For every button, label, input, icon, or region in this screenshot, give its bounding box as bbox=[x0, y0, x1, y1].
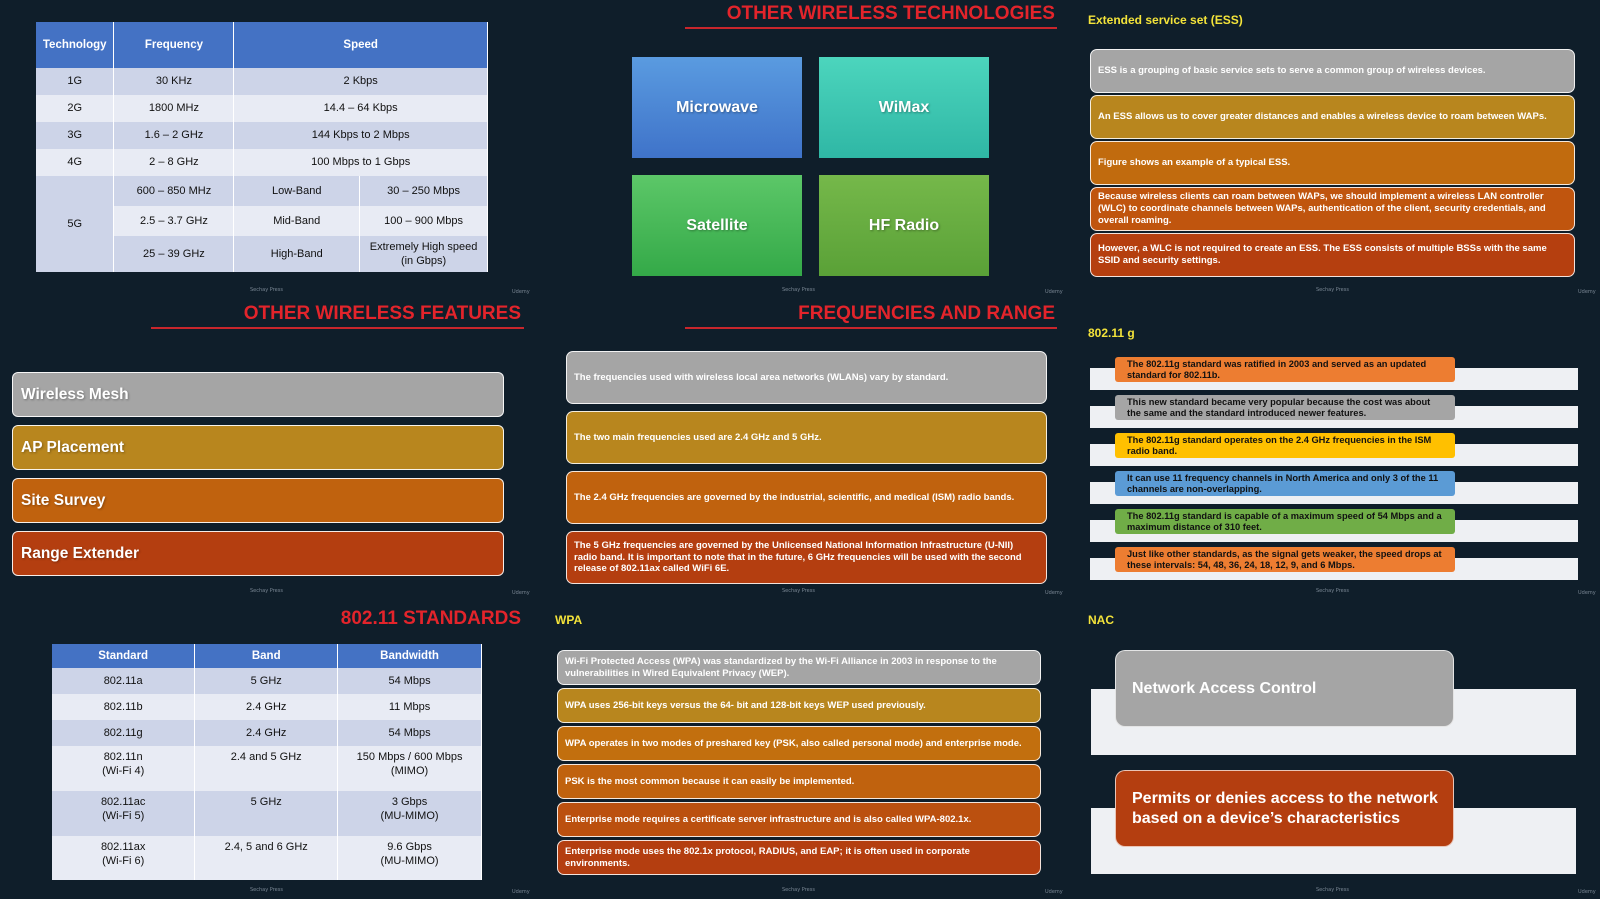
standards-table-panel bbox=[52, 644, 482, 880]
speed-cell: 2 Kbps bbox=[234, 68, 488, 95]
heading-underline bbox=[685, 27, 1057, 29]
ess-item-2: An ESS allows us to cover greater distances and enables a wireless device to roam between WAPs. bbox=[1090, 95, 1575, 139]
nac-heading-box: Network Access Control bbox=[1115, 650, 1454, 727]
freq-item-4: The 5 GHz frequencies are governed by the Unlicensed National Information Infrastructure (U-NII) radio band. It is important to note that in the future, 6 GHz frequencies will be used with the second release of 802.11ax called WiFi 6E. bbox=[566, 531, 1047, 584]
g80211-title: 802.11 g bbox=[1088, 326, 1135, 340]
header-speed: Speed bbox=[234, 22, 488, 68]
freq-range-title: FREQUENCIES AND RANGE bbox=[798, 303, 1055, 324]
band-cell: Mid-Band bbox=[234, 206, 360, 236]
header-standard: Standard bbox=[52, 644, 195, 668]
band-cell: 5 GHz bbox=[195, 668, 338, 694]
table-row bbox=[52, 836, 482, 880]
nac-description-box: Permits or denies access to the network based on a device’s characteristics bbox=[1115, 770, 1454, 847]
bandwidth-cell: 150 Mbps / 600 Mbps (MIMO) bbox=[338, 746, 482, 791]
header-technology: Technology bbox=[36, 22, 114, 68]
g-item-6: Just like other standards, as the signal gets weaker, the speed drops at these intervals: 54, 48, 36, 24, 18, 12, 9, and 6 Mbps. bbox=[1115, 547, 1455, 572]
wpa-item-2: WPA uses 256-bit keys versus the 64- bit and 128-bit keys WEP used previously. bbox=[557, 688, 1041, 723]
watermark-left: Sechay Press bbox=[782, 588, 815, 594]
bandwidth-cell: 54 Mbps bbox=[338, 720, 482, 746]
generations-table-panel bbox=[36, 22, 488, 272]
tech-cell: 1G bbox=[36, 68, 114, 95]
freq-cell: 1.6 – 2 GHz bbox=[114, 122, 234, 149]
table-row bbox=[36, 95, 488, 122]
feature-site-survey: Site Survey bbox=[12, 478, 504, 523]
watermark-right: Udemy bbox=[1045, 590, 1063, 596]
table-row bbox=[36, 68, 488, 95]
g-item-1: The 802.11g standard was ratified in 2003 and served as an updated standard for 802.11b. bbox=[1115, 357, 1455, 382]
table-row bbox=[36, 176, 488, 206]
freq-cell: 1800 MHz bbox=[114, 95, 234, 122]
watermark-right: Udemy bbox=[1045, 889, 1063, 895]
table-row bbox=[52, 694, 482, 720]
watermark-left: Sechay Press bbox=[782, 887, 815, 893]
standard-cell: 802.11g bbox=[52, 720, 195, 746]
tech-cell: 3G bbox=[36, 122, 114, 149]
watermark-right: Udemy bbox=[512, 590, 530, 596]
ess-item-3: Figure shows an example of a typical ESS. bbox=[1090, 141, 1575, 185]
speed-cell: 14.4 – 64 Kbps bbox=[234, 95, 488, 122]
ess-title: Extended service set (ESS) bbox=[1088, 13, 1243, 27]
watermark-left: Sechay Press bbox=[250, 887, 283, 893]
nac-title: NAC bbox=[1088, 613, 1114, 627]
watermark-right: Udemy bbox=[1578, 590, 1596, 596]
tech-cell: 2G bbox=[36, 95, 114, 122]
watermark-right: Udemy bbox=[1578, 289, 1596, 295]
speed-cell: Extremely High speed (in Gbps) bbox=[360, 236, 488, 272]
table-row bbox=[52, 746, 482, 791]
wpa-item-1: Wi-Fi Protected Access (WPA) was standardized by the Wi-Fi Alliance in 2003 in response to the vulnerabilities in Wired Equivalent Privacy (WEP). bbox=[557, 650, 1041, 685]
header-bandwidth: Bandwidth bbox=[338, 644, 482, 668]
wpa-item-4: PSK is the most common because it can easily be implemented. bbox=[557, 764, 1041, 799]
standard-cell: 802.11ax (Wi-Fi 6) bbox=[52, 836, 195, 880]
g-item-5: The 802.11g standard is capable of a maximum speed of 54 Mbps and a maximum distance of 310 feet. bbox=[1115, 509, 1455, 534]
ess-item-1: ESS is a grouping of basic service sets to serve a common group of wireless devices. bbox=[1090, 49, 1575, 93]
table-row bbox=[52, 668, 482, 694]
table-row bbox=[36, 149, 488, 176]
table-row bbox=[52, 791, 482, 836]
speed-cell: 100 Mbps to 1 Gbps bbox=[234, 149, 488, 176]
wpa-item-3: WPA operates in two modes of preshared key (PSK, also called personal mode) and enterprise mode. bbox=[557, 726, 1041, 761]
standard-cell: 802.11b bbox=[52, 694, 195, 720]
speed-cell: 144 Kbps to 2 Mbps bbox=[234, 122, 488, 149]
freq-cell: 600 – 850 MHz bbox=[114, 176, 234, 206]
tile-hf-radio: HF Radio bbox=[819, 175, 989, 276]
watermark-left: Sechay Press bbox=[782, 287, 815, 293]
band-cell: 5 GHz bbox=[195, 791, 338, 836]
band-cell: 2.4 GHz bbox=[195, 720, 338, 746]
header-band: Band bbox=[195, 644, 338, 668]
g-item-4: It can use 11 frequency channels in North America and only 3 of the 11 channels are non-overlapping. bbox=[1115, 471, 1455, 496]
ess-item-4: Because wireless clients can roam between WAPs, we should implement a wireless LAN controller (WLC) to coordinate channels between WAPs, authentication of the client, security credentials, and overall roaming. bbox=[1090, 187, 1575, 231]
watermark-left: Sechay Press bbox=[250, 287, 283, 293]
standard-cell: 802.11n (Wi-Fi 4) bbox=[52, 746, 195, 791]
g-item-2: This new standard became very popular because the cost was about the same and the standard introduced newer features. bbox=[1115, 395, 1455, 420]
bandwidth-cell: 11 Mbps bbox=[338, 694, 482, 720]
freq-item-1: The frequencies used with wireless local area networks (WLANs) vary by standard. bbox=[566, 351, 1047, 404]
standard-cell: 802.11ac (Wi-Fi 5) bbox=[52, 791, 195, 836]
feature-range-extender: Range Extender bbox=[12, 531, 504, 576]
tile-wimax: WiMax bbox=[819, 57, 989, 158]
features-title: OTHER WIRELESS FEATURES bbox=[243, 303, 521, 324]
band-cell: 2.4, 5 and 6 GHz bbox=[195, 836, 338, 880]
other-tech-title: OTHER WIRELESS TECHNOLOGIES bbox=[726, 3, 1055, 24]
standards-title: 802.11 STANDARDS bbox=[340, 608, 521, 629]
table-row bbox=[52, 720, 482, 746]
watermark-right: Udemy bbox=[1578, 889, 1596, 895]
watermark-right: Udemy bbox=[512, 289, 530, 295]
band-cell: Low-Band bbox=[234, 176, 360, 206]
feature-wireless-mesh: Wireless Mesh bbox=[12, 372, 504, 417]
standard-cell: 802.11a bbox=[52, 668, 195, 694]
watermark-left: Sechay Press bbox=[250, 588, 283, 594]
speed-cell: 100 – 900 Mbps bbox=[360, 206, 488, 236]
tile-microwave: Microwave bbox=[632, 57, 802, 158]
freq-cell: 2.5 – 3.7 GHz bbox=[114, 206, 234, 236]
table-row bbox=[36, 122, 488, 149]
tile-satellite: Satellite bbox=[632, 175, 802, 276]
watermark-left: Sechay Press bbox=[1316, 887, 1349, 893]
heading-underline bbox=[151, 327, 524, 329]
band-cell: 2.4 GHz bbox=[195, 694, 338, 720]
wpa-item-6: Enterprise mode uses the 802.1x protocol, RADIUS, and EAP; it is often used in corporate environments. bbox=[557, 840, 1041, 875]
table-header-row bbox=[52, 644, 482, 668]
freq-item-3: The 2.4 GHz frequencies are governed by the industrial, scientific, and medical (ISM) radio bands. bbox=[566, 471, 1047, 524]
ess-item-5: However, a WLC is not required to create an ESS. The ESS consists of multiple BSSs with the same SSID and security settings. bbox=[1090, 233, 1575, 277]
speed-cell: 30 – 250 Mbps bbox=[360, 176, 488, 206]
feature-ap-placement: AP Placement bbox=[12, 425, 504, 470]
generations-table bbox=[36, 22, 488, 272]
freq-cell: 25 – 39 GHz bbox=[114, 236, 234, 272]
tech-cell: 4G bbox=[36, 149, 114, 176]
header-frequency: Frequency bbox=[114, 22, 234, 68]
standards-table bbox=[52, 644, 482, 880]
freq-cell: 30 KHz bbox=[114, 68, 234, 95]
table-header-row bbox=[36, 22, 488, 68]
watermark-left: Sechay Press bbox=[1316, 287, 1349, 293]
wpa-title: WPA bbox=[555, 613, 583, 627]
watermark-right: Udemy bbox=[512, 889, 530, 895]
bandwidth-cell: 54 Mbps bbox=[338, 668, 482, 694]
wpa-item-5: Enterprise mode requires a certificate server infrastructure and is also called WPA-802.1x. bbox=[557, 802, 1041, 837]
freq-item-2: The two main frequencies used are 2.4 GHz and 5 GHz. bbox=[566, 411, 1047, 464]
watermark-left: Sechay Press bbox=[1316, 588, 1349, 594]
band-cell: 2.4 and 5 GHz bbox=[195, 746, 338, 791]
g-item-3: The 802.11g standard operates on the 2.4 GHz frequencies in the ISM radio band. bbox=[1115, 433, 1455, 458]
tech-cell-5g: 5G bbox=[36, 176, 114, 272]
freq-cell: 2 – 8 GHz bbox=[114, 149, 234, 176]
bandwidth-cell: 9.6 Gbps (MU-MIMO) bbox=[338, 836, 482, 880]
watermark-right: Udemy bbox=[1045, 289, 1063, 295]
band-cell: High-Band bbox=[234, 236, 360, 272]
heading-underline bbox=[685, 327, 1057, 329]
bandwidth-cell: 3 Gbps (MU-MIMO) bbox=[338, 791, 482, 836]
